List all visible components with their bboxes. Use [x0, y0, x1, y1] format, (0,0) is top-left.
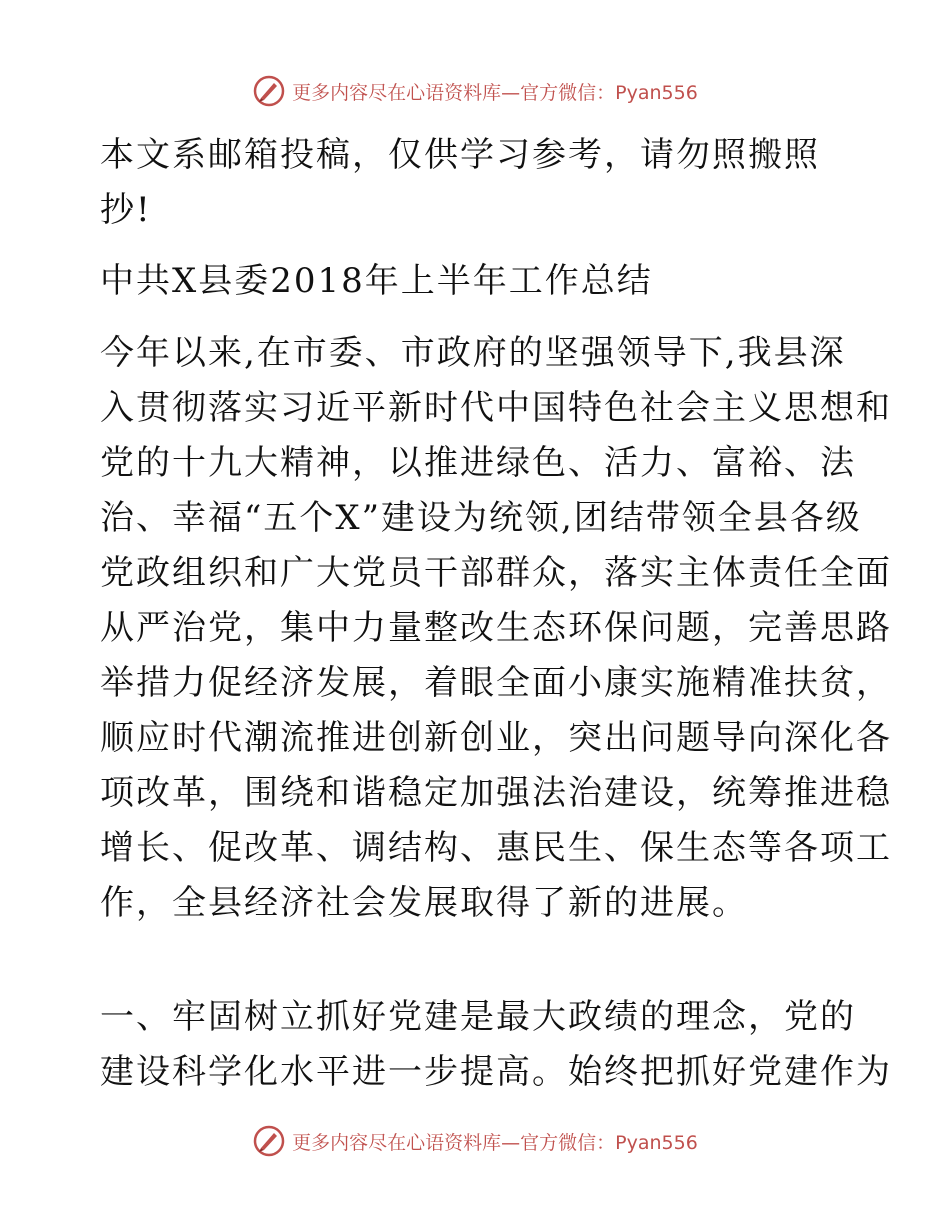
- footer-watermark: [0, 1121, 950, 1161]
- text-line: 入贯彻落实习近平新时代中国特色社会主义思想和: [100, 388, 892, 428]
- red-quill-logo-icon: [252, 74, 286, 108]
- watermark-dash: —: [501, 81, 521, 104]
- text-line: 一、牢固树立抓好党建是最大政绩的理念，党的: [100, 997, 856, 1037]
- title-text: 中共X县委2018年上半年工作总结: [100, 261, 653, 301]
- watermark-wechat: 官方微信：Pyan556: [520, 81, 698, 104]
- text-line: 顺应时代潮流推进创新创业，突出问题导向深化各: [100, 718, 892, 758]
- watermark-text: [292, 1128, 698, 1155]
- text-line: 项改革，围绕和谐稳定加强法治建设，统筹推进稳: [100, 773, 892, 813]
- text-line: 作，全县经济社会发展取得了新的进展。: [100, 883, 748, 923]
- text-line: 建设科学化水平进一步提高。始终把抓好党建作为: [100, 1052, 892, 1092]
- notice-paragraph: [100, 128, 860, 238]
- body-paragraph-intro: [100, 326, 892, 931]
- text-line: 今年以来,在市委、市政府的坚强领导下,我县深: [100, 333, 846, 373]
- text-line: 治、幸福“五个X”建设为统领,团结带领全县各级: [100, 498, 862, 538]
- text-line: 增长、促改革、调结构、惠民生、保生态等各项工: [100, 828, 892, 868]
- body-paragraph-section-one: [100, 990, 892, 1100]
- text-line: 从严治党，集中力量整改生态环保问题，完善思路: [100, 608, 892, 648]
- text-line: 抄!: [100, 190, 152, 230]
- header-watermark: [0, 71, 950, 111]
- watermark-brand: 更多内容尽在心语资料库: [292, 81, 502, 104]
- watermark-dash: —: [501, 1131, 521, 1154]
- red-quill-logo-icon: [252, 1124, 286, 1158]
- document-title: [100, 254, 860, 309]
- text-line: 举措力促经济发展，着眼全面小康实施精准扶贫，: [100, 663, 892, 703]
- text-line: 本文系邮箱投稿，仅供学习参考，请勿照搬照: [100, 135, 820, 175]
- text-line: 党政组织和广大党员干部群众，落实主体责任全面: [100, 553, 892, 593]
- watermark-text: [292, 78, 698, 105]
- watermark-wechat: 官方微信：Pyan556: [520, 1131, 698, 1154]
- text-line: 党的十九大精神，以推进绿色、活力、富裕、法: [100, 443, 856, 483]
- watermark-brand: 更多内容尽在心语资料库: [292, 1131, 502, 1154]
